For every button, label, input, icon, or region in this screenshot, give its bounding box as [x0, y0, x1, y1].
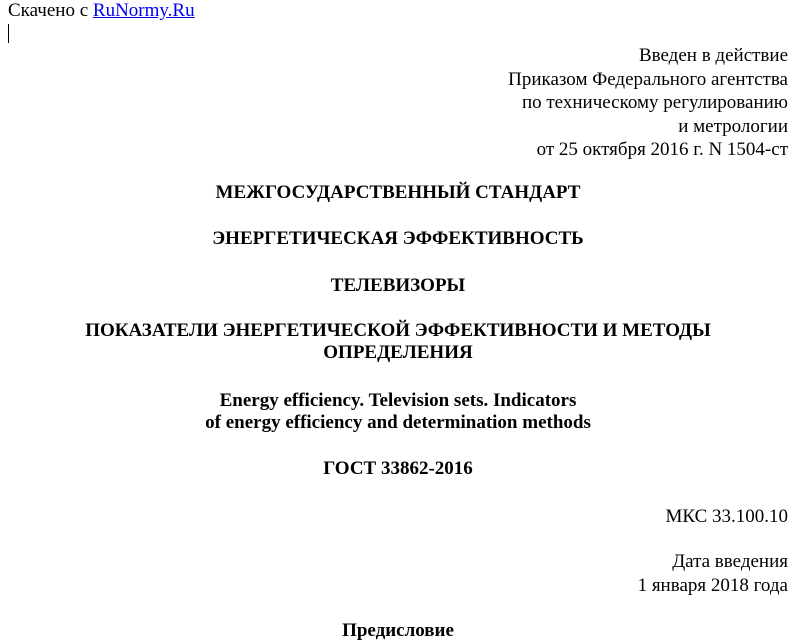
downloaded-prefix: Скачено с	[8, 0, 93, 21]
downloaded-from-note	[8, 0, 195, 22]
standard-type-heading: МЕЖГОСУДАРСТВЕННЫЙ СТАНДАРТ	[215, 182, 581, 203]
text-cursor	[8, 24, 9, 43]
runormy-link[interactable]: RuNormy.Ru	[92, 0, 195, 21]
enactment-line: по техническому регулированию	[521, 92, 788, 113]
topic-heading: ЭНЕРГЕТИЧЕСКАЯ ЭФФЕКТИВНОСТЬ	[212, 228, 584, 249]
english-title	[0, 390, 790, 434]
gost-number: ГОСТ 33862-2016	[323, 458, 473, 479]
enactment-line: и метрологии	[678, 115, 788, 137]
enactment-line: от 25 октября 2016 г. N 1504-ст	[536, 139, 788, 160]
standard-name-heading	[0, 320, 790, 364]
standard-name-line: ПОКАЗАТЕЛИ ЭНЕРГЕТИЧЕСКОЙ ЭФФЕКТИВНОСТИ И МЕТОДЫ	[85, 320, 711, 341]
enactment-line: Приказом Федерального агентства	[508, 68, 788, 90]
english-title-line: of energy efficiency and determination methods	[205, 412, 591, 433]
enactment-block	[508, 44, 788, 162]
standard-name-line: ОПРЕДЕЛЕНИЯ	[323, 342, 473, 363]
subject-heading: ТЕЛЕВИЗОРЫ	[330, 275, 466, 296]
date-label: Дата введения	[672, 551, 788, 572]
introduction-date	[638, 550, 788, 598]
mks-code: МКС 33.100.10	[665, 506, 788, 527]
foreword-heading: Предисловие	[342, 620, 454, 641]
english-title-line: Energy efficiency. Television sets. Indicators	[219, 390, 577, 411]
date-value: 1 января 2018 года	[637, 575, 788, 596]
enactment-line: Введен в действие	[638, 45, 788, 66]
